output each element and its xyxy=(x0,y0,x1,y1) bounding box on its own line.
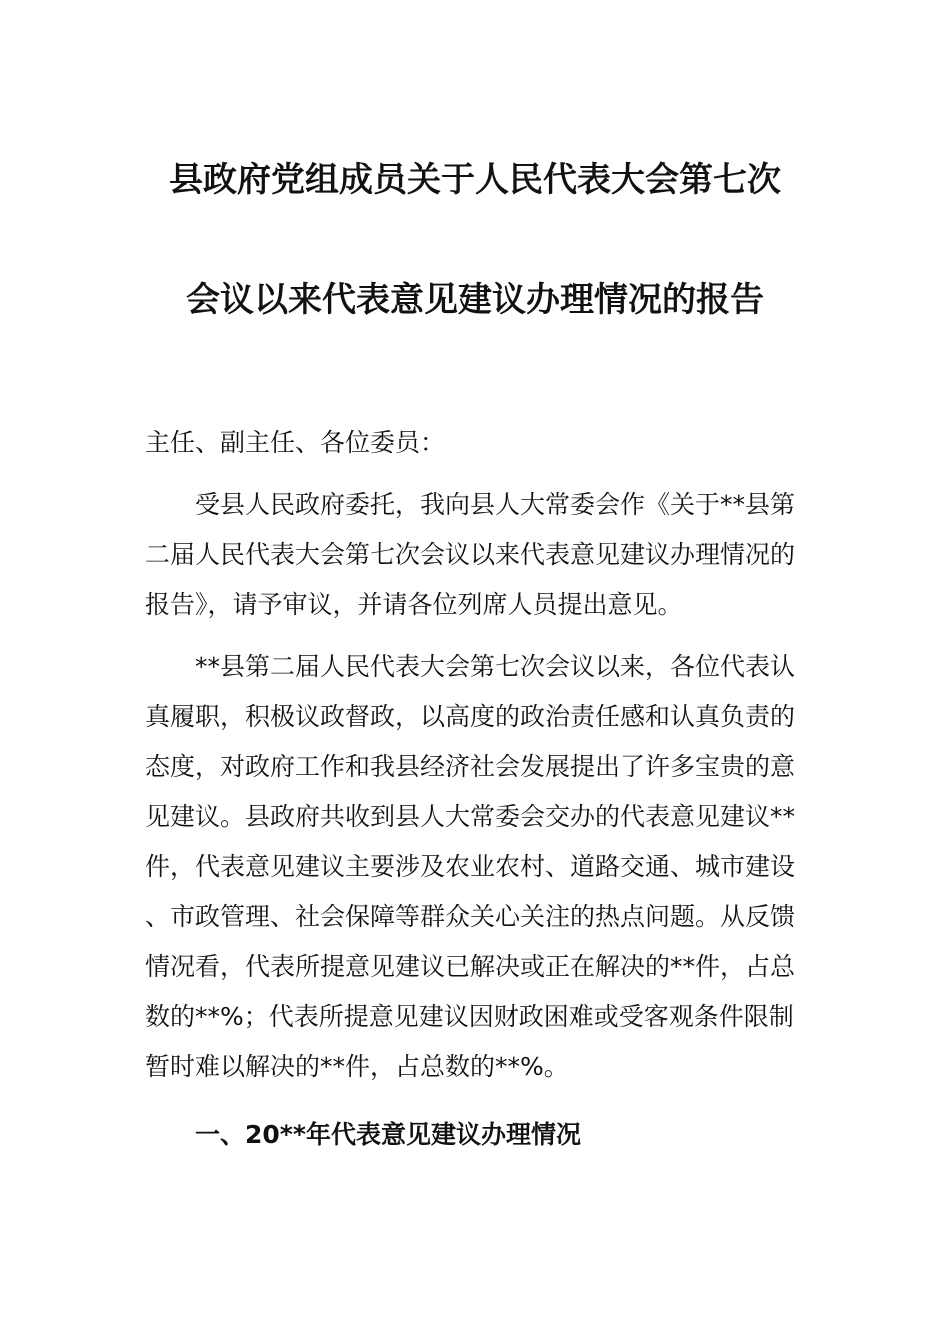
paragraph-2: **县第二届人民代表大会第七次会议以来，各位代表认真履职，积极议政督政，以高度的政治责任感和认真负责的态度，对政府工作和我县经济社会发展提出了许多宝贵的意见建议。县政府共收到县人大常委会交办的代表意见建议**件，代表意见建议主要涉及农业农村、道路交通、城市建设、市政管理、社会保障等群众关心关注的热点问题。从反馈情况看，代表所提意见建议已解决或正在解决的**件，占总数的**%；代表所提意见建议因财政困难或受客观条件限制暂时难以解决的**件，占总数的**%。 xyxy=(145,652,796,1081)
document-body xyxy=(145,418,810,1160)
section-heading: 一、20**年代表意见建议办理情况 xyxy=(195,1120,581,1149)
document-title-line-1: 县政府党组成员关于人民代表大会第七次 xyxy=(169,160,781,200)
document-title-line-2: 会议以来代表意见建议办理情况的报告 xyxy=(186,280,764,320)
paragraph-1: 受县人民政府委托，我向县人大常委会作《关于**县第二届人民代表大会第七次会议以来代表意见建议办理情况的报告》，请予审议，并请各位列席人员提出意见。 xyxy=(145,490,796,619)
salutation: 主任、副主任、各位委员： xyxy=(145,428,446,457)
